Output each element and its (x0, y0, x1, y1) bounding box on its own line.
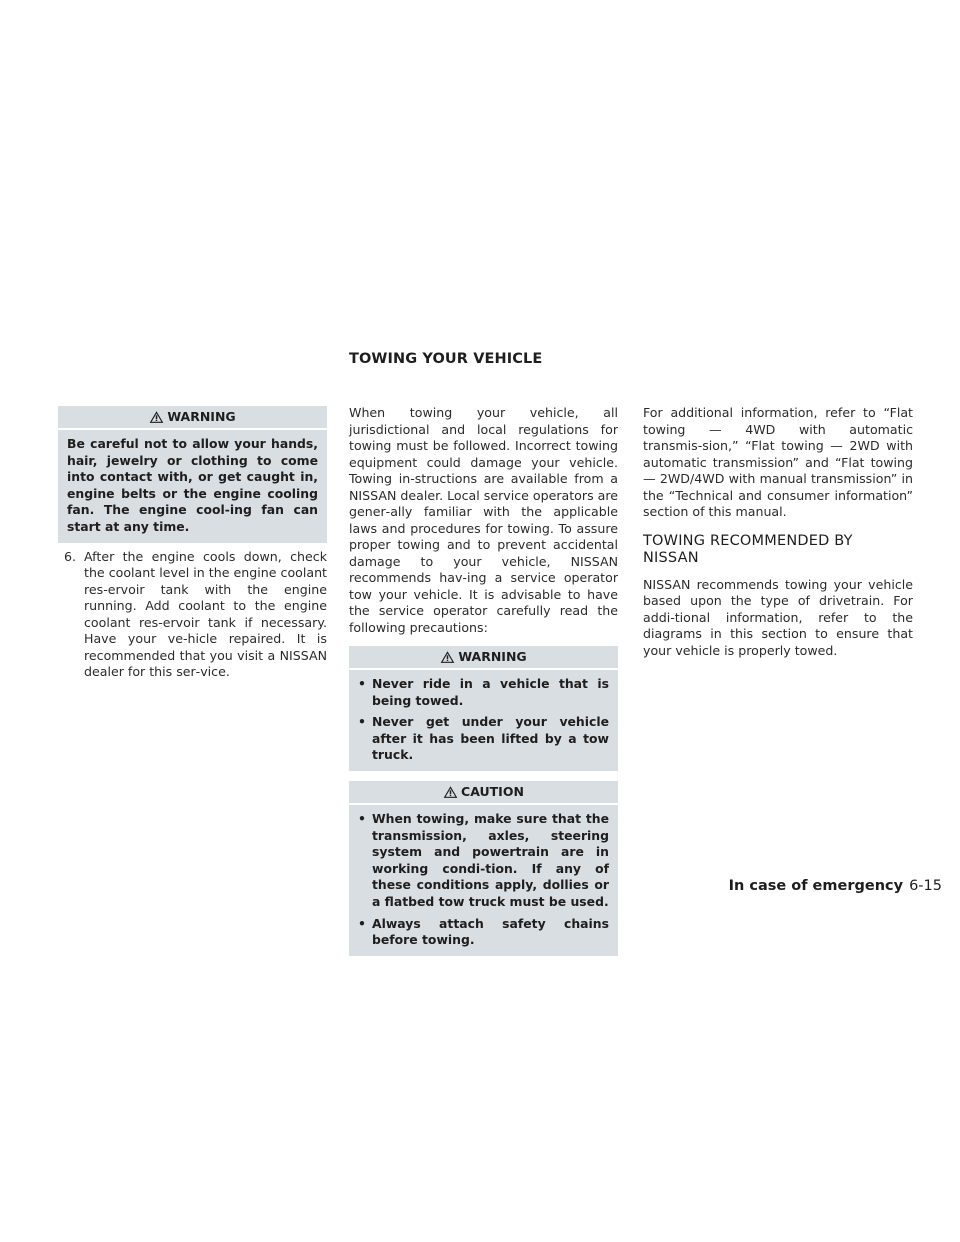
page-footer (729, 878, 942, 894)
warning-triangle-icon (443, 785, 458, 799)
subheading: TOWING RECOMMENDED BY NISSAN (643, 532, 853, 566)
bullet-text: Always attach safety chains before towing. (372, 915, 609, 948)
page-number: 6-15 (909, 878, 942, 894)
bullet-marker: • (358, 676, 366, 691)
warning-2-heading: WARNING (458, 649, 527, 664)
section-title: TOWING YOUR VEHICLE (349, 351, 543, 367)
warning-heading: WARNING (167, 409, 236, 424)
column-3 (643, 405, 913, 659)
warning-triangle-icon (149, 410, 164, 424)
bullet-marker: • (358, 714, 366, 730)
caution-box (349, 781, 618, 956)
intro-paragraph: When towing your vehicle, all jurisdictional and local regulations for towing must be followed. Incorrect towing equipment could damage your vehicle. Towing in‑structions are available from a NISSAN dealer. Local service operators are gener‑ally familiar with the applicable laws and procedures for towing. To assure proper towing and to prevent accidental damage to your vehicle, NISSAN recommends hav‑ing a service operator tow your vehicle. It is advisable to have the service operator carefully read the following precautions: (349, 405, 618, 635)
column-2 (349, 405, 618, 956)
bullet-marker: • (358, 810, 366, 826)
bullet-text: Never ride in a vehicle that is being towed. (372, 676, 609, 708)
warning-2-body (349, 670, 618, 771)
step-number: 6. (64, 548, 77, 564)
list-item (358, 916, 609, 949)
recommendation-paragraph: NISSAN recommends towing your vehicle based upon the type of drivetrain. For addi‑tional information, refer to the diagrams in this section to ensure that your vehicle is properly towed. (643, 576, 913, 658)
list-item (358, 714, 609, 764)
bullet-marker: • (358, 915, 366, 931)
list-item (358, 676, 609, 709)
caution-body (349, 805, 618, 956)
warning-box-2-header (349, 646, 618, 670)
warning-box-2 (349, 646, 618, 771)
column-1 (58, 406, 327, 681)
additional-info-paragraph: For additional information, refer to “Flat towing — 4WD with automatic transmis‑sion,” “Flat towing — 2WD with automatic transmission” and “Flat towing — 2WD/4WD with manual transmission” in the “Technical and consumer information” section of this manual. (643, 405, 913, 519)
caution-heading: CAUTION (461, 783, 524, 799)
step-item (58, 549, 327, 681)
warning-text: Be careful not to allow your hands, hair, jewelry or clothing to come into contact with, or get caught in, engine belts or the engine cooling fan. The engine cool‑ing fan can start at any time. (67, 436, 318, 534)
bullet-text: When towing, make sure that the transmission, axles, steering system and powertrain are in working condi‑tion. If any of these conditions apply, dollies or a flatbed tow truck must be used. (372, 810, 609, 909)
warning-box (58, 406, 327, 543)
warning-box-header (58, 406, 327, 430)
bullet-text: Never get under your vehicle after it has been lifted by a tow truck. (372, 714, 609, 763)
caution-box-header (349, 781, 618, 805)
step-text: After the engine cools down, check the coolant level in the engine coolant res‑ervoir tank with the engine running. Add coolant to the engine coolant res‑ervoir tank if necessary. Have your ve‑hicle repaired. It is recommended that you visit a NISSAN dealer for this ser‑vice. (84, 548, 327, 680)
warning-triangle-icon (440, 650, 455, 664)
list-item (358, 811, 609, 911)
chapter-title: In case of emergency (728, 878, 904, 894)
